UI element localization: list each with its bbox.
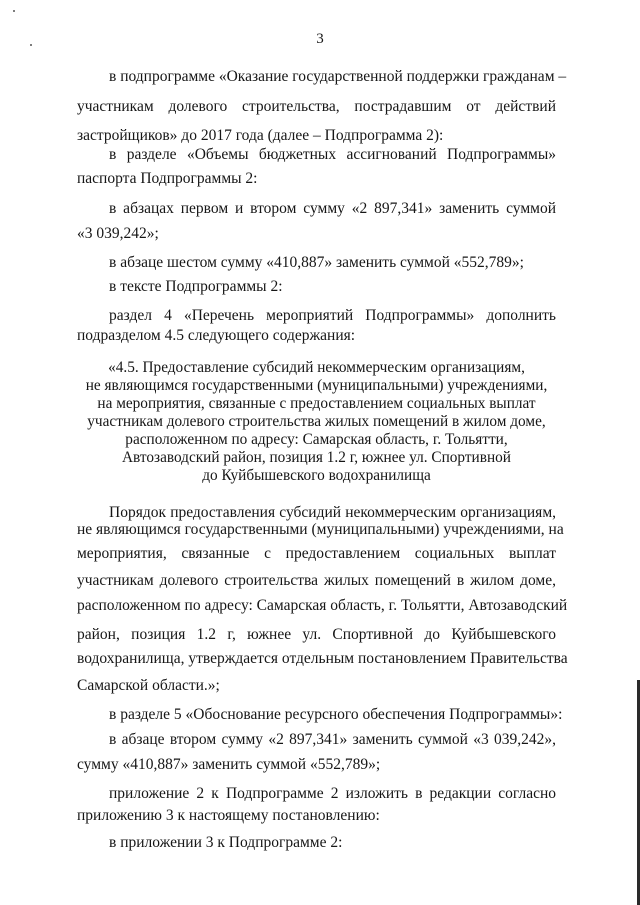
text-line: в разделе 5 «Обоснование ресурсного обеспечения Подпрограммы»: bbox=[109, 706, 563, 723]
text-line: мероприятия, связанные с предоставлением социальных выплат bbox=[77, 545, 556, 562]
text-line: участникам долевого строительства жилых помещений в жилом доме, bbox=[87, 413, 546, 430]
text-line: в абзацах первом и втором сумму «2 897,341» заменить суммой bbox=[109, 200, 556, 217]
text-line: в разделе «Объемы бюджетных ассигнований Подпрограммы» bbox=[109, 145, 556, 163]
text-line: водохранилища, утверждается отдельным постановлением Правительства bbox=[77, 650, 568, 667]
text-line: до Куйбышевского водохранилища bbox=[202, 467, 431, 484]
scan-speck bbox=[30, 44, 32, 46]
text-line: сумму «410,887» заменить суммой «552,789»; bbox=[77, 756, 381, 773]
text-line: в приложении 3 к Подпрограмме 2: bbox=[109, 834, 343, 851]
text-line: приложение 2 к Подпрограмме 2 изложить в редакции согласно bbox=[109, 785, 556, 802]
text-line: в подпрограмме «Оказание государственной поддержки гражданам – bbox=[109, 68, 567, 85]
text-line: Порядок предоставления субсидий некоммерческим организациям, bbox=[109, 504, 556, 521]
text-line: на мероприятия, связанные с предоставлением социальных выплат bbox=[97, 395, 536, 412]
text-line: в абзаце втором сумму «2 897,341» заменить суммой «3 039,242», bbox=[109, 731, 556, 748]
text-line: расположенном по адресу: Самарская область, г. Тольятти, Автозаводский bbox=[77, 597, 568, 614]
text-line: раздел 4 «Перечень мероприятий Подпрограммы» дополнить bbox=[109, 307, 556, 324]
text-line: Автозаводский район, позиция 1.2 г, южнее ул. Спортивной bbox=[122, 449, 511, 466]
text-line: район, позиция 1.2 г, южнее ул. Спортивной до Куйбышевского bbox=[77, 626, 556, 643]
text-line: участникам долевого строительства, пострадавшим от действий bbox=[77, 98, 556, 115]
scan-speck bbox=[13, 10, 15, 12]
text-line: не являющимся государственными (муниципальными) учреждениями, на bbox=[77, 521, 564, 538]
text-line: участникам долевого строительства жилых помещений в жилом доме, bbox=[77, 572, 556, 589]
page-number: 3 bbox=[316, 31, 324, 47]
text-line: «3 039,242»; bbox=[77, 225, 159, 242]
text-line: приложению 3 к настоящему постановлению: bbox=[77, 807, 380, 824]
text-line: «4.5. Предоставление субсидий некоммерческим организациям, bbox=[108, 359, 525, 376]
text-line: в абзаце шестом сумму «410,887» заменить суммой «552,789»; bbox=[109, 254, 524, 271]
text-line: не являющимся государственными (муниципальными) учреждениями, bbox=[85, 377, 548, 394]
text-line: в тексте Подпрограммы 2: bbox=[109, 278, 283, 295]
text-line: расположенном по адресу: Самарская область, г. Тольятти, bbox=[125, 431, 508, 448]
text-line: Самарской области.»; bbox=[77, 677, 220, 694]
text-line: паспорта Подпрограммы 2: bbox=[77, 170, 258, 187]
text-line: подразделом 4.5 следующего содержания: bbox=[77, 327, 356, 344]
text-line: застройщиков» до 2017 года (далее – Подпрограмма 2): bbox=[77, 127, 444, 144]
